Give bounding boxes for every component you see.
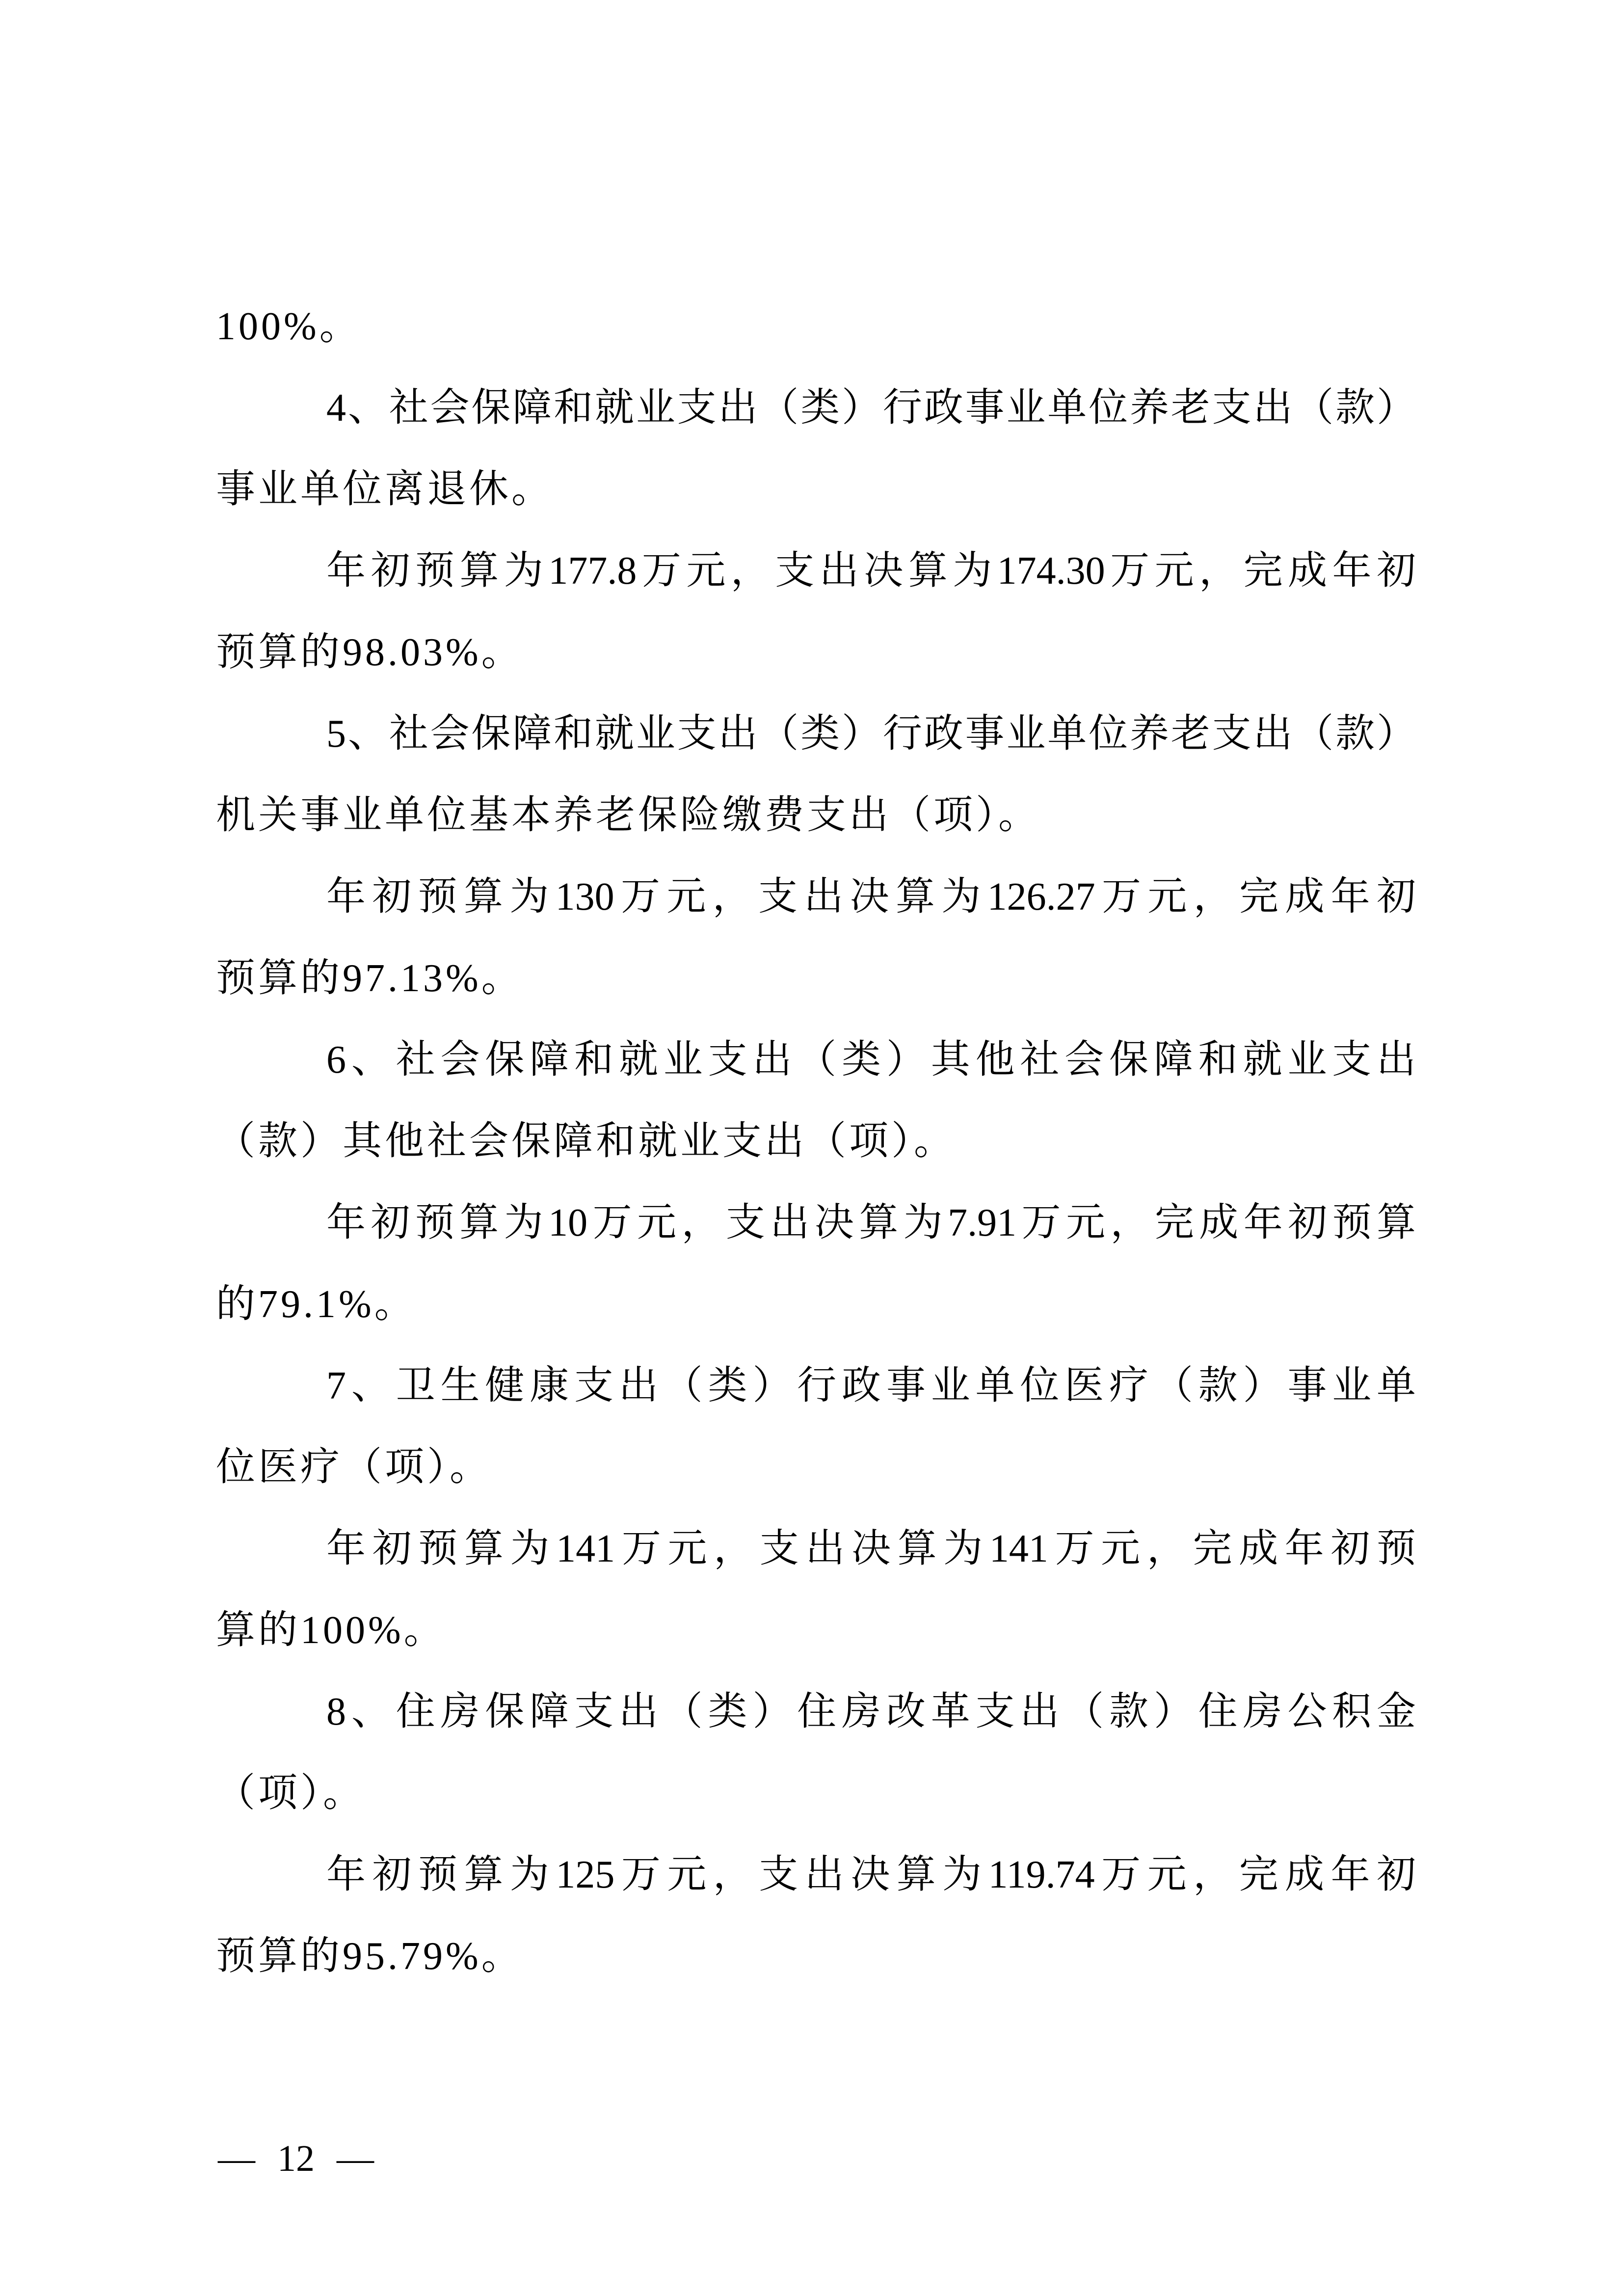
text-line: 算的100%。 bbox=[216, 1609, 446, 1652]
text-line: 年初预算为177.8万元，支出决算为174.30万元，完成年初 bbox=[326, 549, 1416, 593]
page-number-footer: — 12 — bbox=[218, 2138, 374, 2179]
text-line: 机关事业单位基本养老保险缴费支出（项）。 bbox=[216, 794, 1040, 837]
text-line: 6、社会保障和就业支出（类）其他社会保障和就业支出 bbox=[326, 1038, 1416, 1081]
text-line: 8、住房保障支出（类）住房改革支出（款）住房公积金 bbox=[326, 1690, 1416, 1733]
text-line: 预算的95.79%。 bbox=[216, 1935, 524, 1978]
text-line: 事业单位离退休。 bbox=[216, 468, 554, 511]
text-line: 预算的98.03%。 bbox=[216, 631, 524, 674]
text-line: （款）其他社会保障和就业支出（项）。 bbox=[216, 1120, 956, 1163]
text-line: 年初预算为10万元，支出决算为7.91万元，完成年初预算 bbox=[326, 1201, 1416, 1244]
text-line: 位医疗（项）。 bbox=[216, 1446, 492, 1489]
text-line: 100%。 bbox=[216, 305, 362, 348]
body-text bbox=[216, 286, 1416, 1997]
text-line: 年初预算为141万元，支出决算为141万元，完成年初预 bbox=[326, 1527, 1416, 1570]
text-line: 年初预算为125万元，支出决算为119.74万元，完成年初 bbox=[326, 1853, 1416, 1896]
text-line: 年初预算为130万元，支出决算为126.27万元，完成年初 bbox=[326, 875, 1416, 918]
text-line: 7、卫生健康支出（类）行政事业单位医疗（款）事业单 bbox=[326, 1364, 1416, 1407]
text-line: 4、社会保障和就业支出（类）行政事业单位养老支出（款） bbox=[326, 386, 1416, 430]
text-line: （项）。 bbox=[216, 1772, 365, 1815]
text-line: 5、社会保障和就业支出（类）行政事业单位养老支出（款） bbox=[326, 712, 1416, 756]
text-line: 预算的97.13%。 bbox=[216, 957, 524, 1000]
text-line: 的79.1%。 bbox=[216, 1283, 417, 1326]
